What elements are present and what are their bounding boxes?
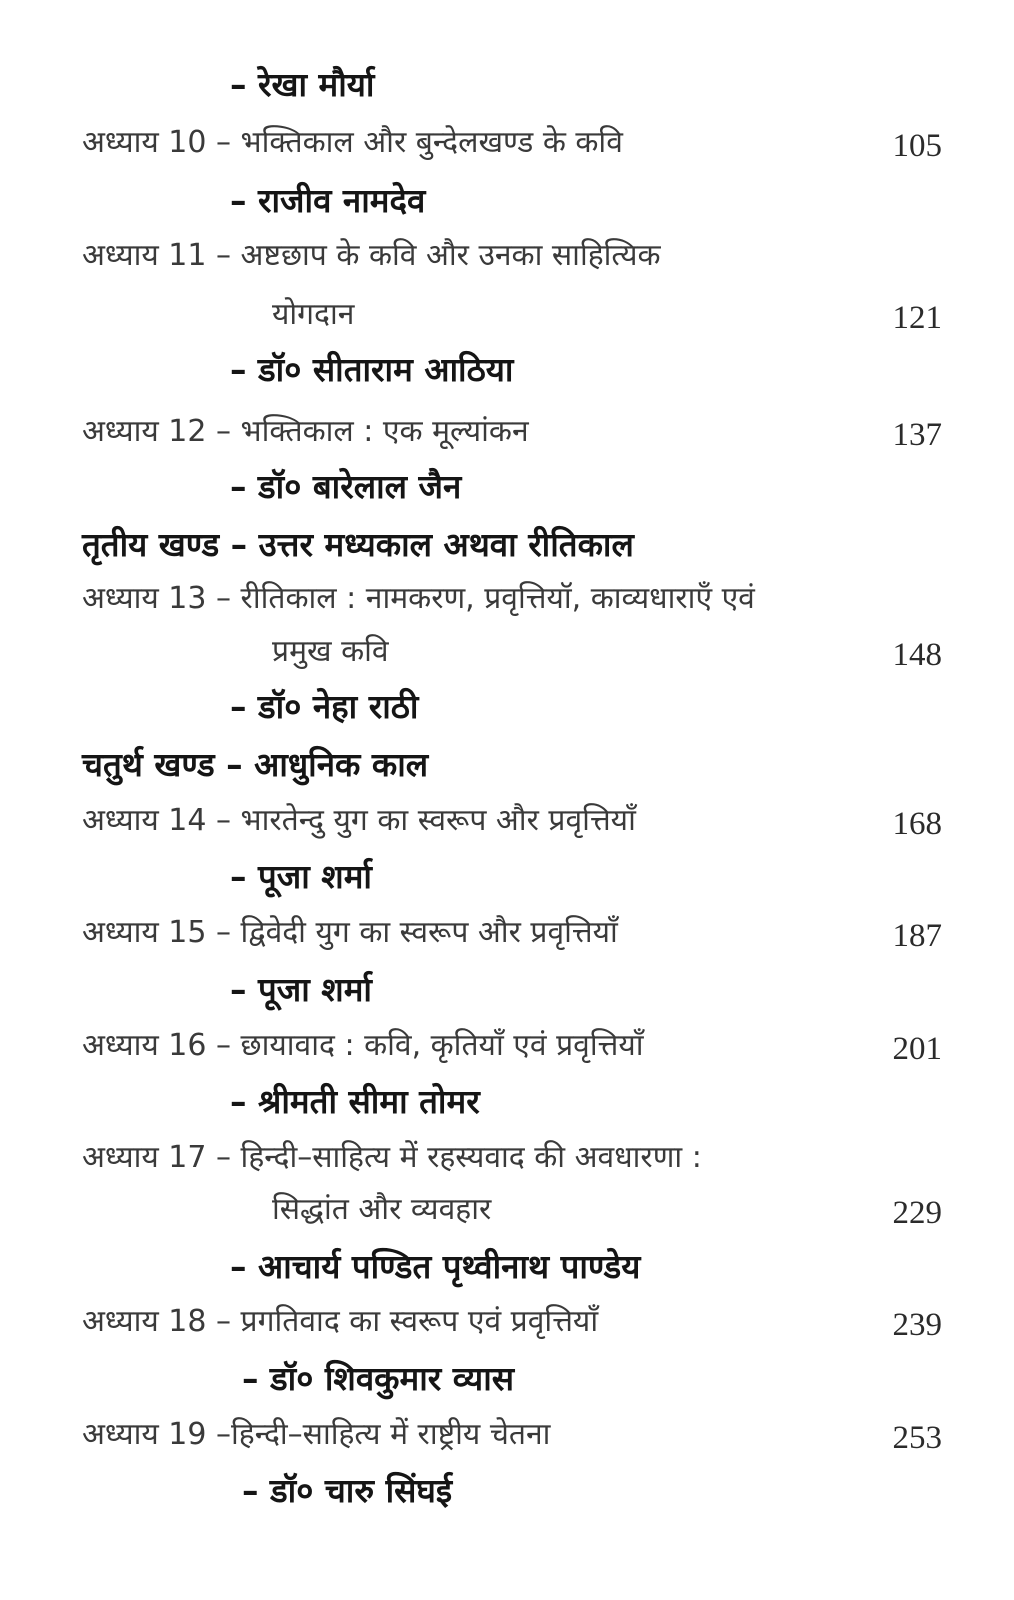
author-name: – डॉ० नेहा राठी: [230, 687, 419, 726]
page-number: 187: [892, 918, 942, 954]
chapter-title: अध्याय 18 – प्रगतिवाद का स्वरूप एवं प्रवृत्तियाँ: [82, 1304, 599, 1339]
author-name: – राजीव नामदेव: [230, 181, 426, 220]
section-heading: चतुर्थ खण्ड – आधुनिक काल: [82, 745, 429, 784]
page-number: 121: [892, 300, 942, 336]
page-number: 201: [892, 1031, 942, 1067]
chapter-title: अध्याय 10 – भक्तिकाल और बुन्देलखण्ड के कवि: [82, 125, 623, 160]
page-number: 168: [892, 806, 942, 842]
author-name: – श्रीमती सीमा तोमर: [230, 1082, 480, 1121]
section-heading: तृतीय खण्ड – उत्तर मध्यकाल अथवा रीतिकाल: [82, 525, 634, 564]
page-number: 253: [892, 1420, 942, 1456]
chapter-title: अध्याय 12 – भक्तिकाल : एक मूल्यांकन: [82, 414, 529, 449]
page-number: 229: [892, 1195, 942, 1231]
author-name: – डॉ० शिवकुमार व्यास: [242, 1359, 515, 1398]
page-number: 148: [892, 637, 942, 673]
chapter-title-continued: प्रमुख कवि: [272, 634, 389, 669]
chapter-title: अध्याय 17 – हिन्दी–साहित्य में रहस्यवाद की अवधारणा :: [82, 1140, 702, 1175]
page-number: 105: [892, 128, 942, 164]
chapter-title: अध्याय 11 – अष्टछाप के कवि और उनका साहित्यिक: [82, 238, 661, 273]
author-name: – पूजा शर्मा: [230, 970, 372, 1009]
chapter-title: अध्याय 19 –हिन्दी–साहित्य में राष्ट्रीय चेतना: [82, 1417, 551, 1452]
author-name: – डॉ० बारेलाल जैन: [230, 467, 462, 506]
chapter-title: अध्याय 14 – भारतेन्दु युग का स्वरूप और प्रवृत्तियाँ: [82, 803, 636, 838]
chapter-title-continued: सिद्धांत और व्यवहार: [272, 1192, 492, 1227]
author-name: – रेखा मौर्या: [230, 65, 375, 104]
author-name: – पूजा शर्मा: [230, 857, 372, 896]
chapter-title: अध्याय 16 – छायावाद : कवि, कृतियाँ एवं प्रवृत्तियाँ: [82, 1028, 644, 1063]
page-number: 239: [892, 1307, 942, 1343]
page-number: 137: [892, 417, 942, 453]
author-name: – आचार्य पण्डित पृथ्वीनाथ पाण्डेय: [230, 1247, 641, 1286]
author-name: – डॉ० चारु सिंघई: [242, 1471, 453, 1510]
author-name: – डॉ० सीताराम आठिया: [230, 350, 514, 389]
chapter-title: अध्याय 15 – द्विवेदी युग का स्वरूप और प्रवृत्तियाँ: [82, 915, 618, 950]
chapter-title: अध्याय 13 – रीतिकाल : नामकरण, प्रवृत्तियॉ, काव्यधाराएँ एवं: [82, 581, 755, 616]
chapter-title-continued: योगदान: [272, 297, 355, 332]
